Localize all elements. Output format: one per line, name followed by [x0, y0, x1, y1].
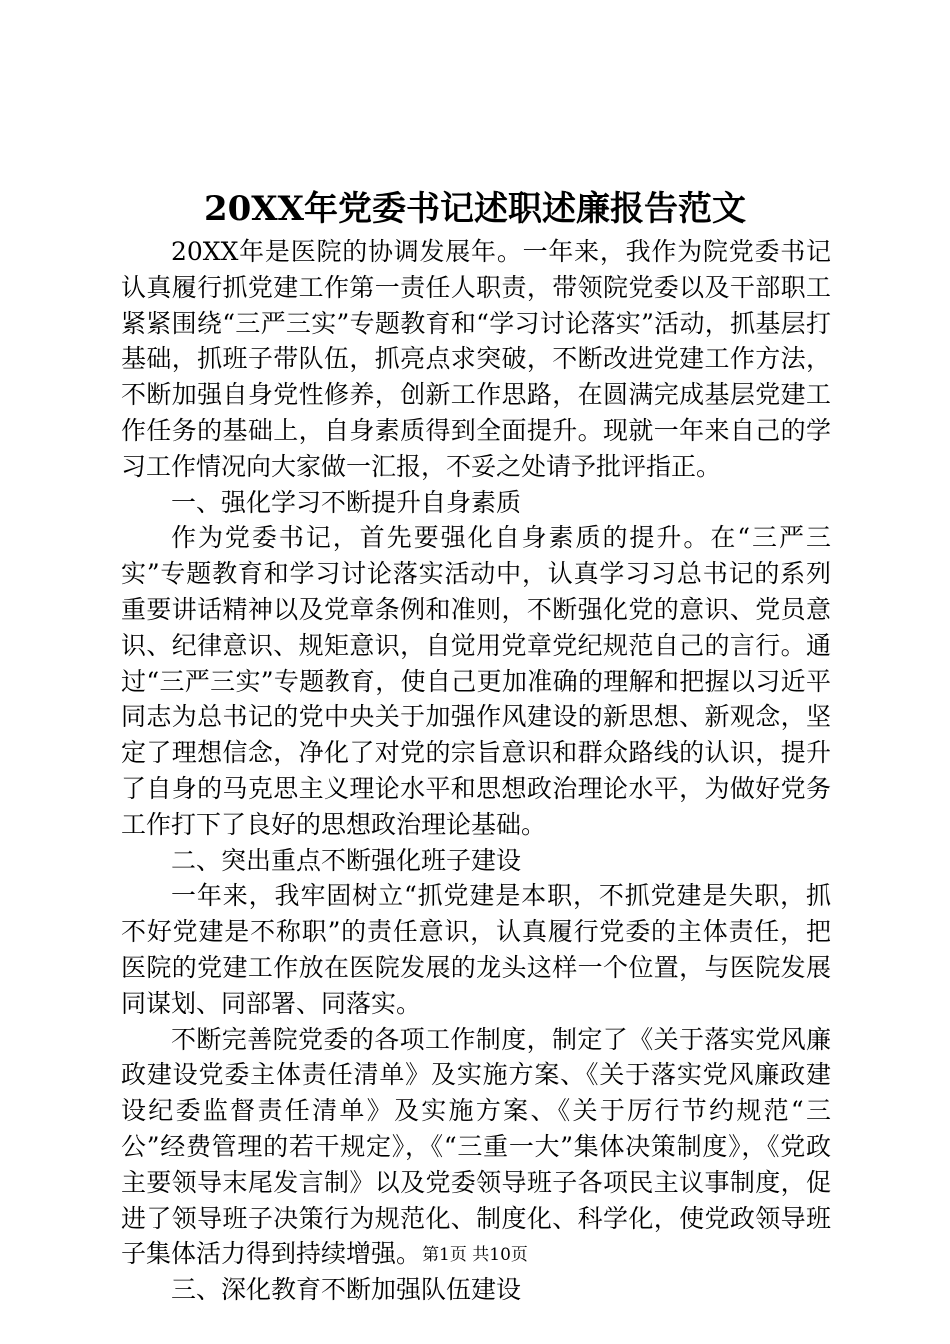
- paragraph-section-2a: 一年来，我牢固树立“抓党建是本职，不抓党建是失职，抓不好党建是不称职”的责任意识，认真履行党委的主体责任，把医院的党建工作放在医院发展的龙头这样一个位置，与医院发展同谋划、同部署、同落实。: [121, 881, 831, 1018]
- document-title: 20XX年党委书记述职述廉报告范文: [203, 189, 747, 229]
- section-heading-1: 一、强化学习不断提升自身素质: [171, 487, 522, 517]
- section-heading-2: 二、突出重点不断强化班子建设: [171, 845, 522, 875]
- document-body: [121, 234, 831, 1308]
- paragraph-section-1: 作为党委书记，首先要强化自身素质的提升。在“三严三实”专题教育和学习讨论落实活动中，认真学习习总书记的系列重要讲话精神以及党章条例和准则，不断强化党的意识、党员意识、纪律意识、规矩意识，自觉用党章党纪规范自己的言行。通过“三严三实”专题教育，使自己更加准确的理解和把握以习近平同志为总书记的党中央关于加强作风建设的新思想、新观念，坚定了理想信念，净化了对党的宗旨意识和群众路线的认识，提升了自身的马克思主义理论水平和思想政治理论水平，为做好党务工作打下了良好的思想政治理论基础。: [121, 523, 831, 839]
- section-heading-3: 三、深化教育不断加强队伍建设: [171, 1275, 522, 1305]
- page-number-footer: 第1页 共10页: [422, 1245, 528, 1265]
- paragraph-intro: 20XX年是医院的协调发展年。一年来，我作为院党委书记认真履行抓党建工作第一责任人职责，带领院党委以及干部职工紧紧围绕“三严三实”专题教育和“学习讨论落实”活动，抓基层打基础，抓班子带队伍，抓亮点求突破，不断改进党建工作方法，不断加强自身党性修养，创新工作思路，在圆满完成基层党建工作任务的基础上，自身素质得到全面提升。现就一年来自己的学习工作情况向大家做一汇报，不妥之处请予批评指正。: [121, 237, 831, 481]
- paragraph-section-2b: 不断完善院党委的各项工作制度，制定了《关于落实党风廉政建设党委主体责任清单》及实施方案、《关于落实党风廉政建设纪委监督责任清单》及实施方案、《关于厉行节约规范“三公”经费管理的若干规定》，《“三重一大”集体决策制度》，《党政主要领导末尾发言制》以及党委领导班子各项民主议事制度，促进了领导班子决策行为规范化、制度化、科学化，使党政领导班子集体活力得到持续增强。: [121, 1024, 831, 1269]
